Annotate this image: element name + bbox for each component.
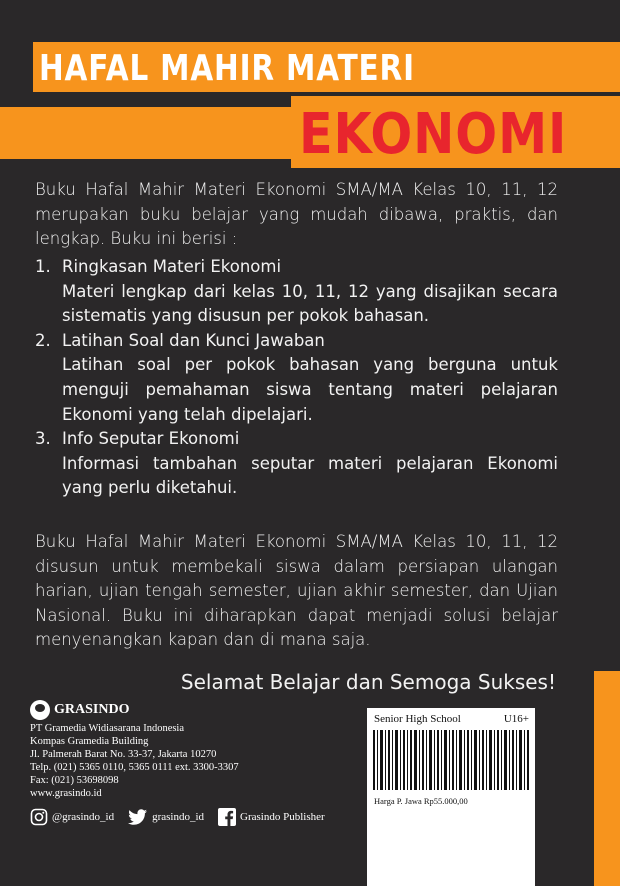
price-label: Harga P. Jawa Rp55.000,00 xyxy=(374,796,468,806)
instagram-link[interactable] xyxy=(30,808,114,826)
publisher-logo xyxy=(30,700,129,720)
grasindo-logo-icon xyxy=(30,700,50,720)
facebook-link[interactable] xyxy=(218,808,325,826)
social-links xyxy=(30,808,339,826)
barcode-header xyxy=(374,713,529,725)
address-line: PT Gramedia Widiasarana Indonesia xyxy=(30,723,185,734)
list-item-number: 2. xyxy=(35,330,51,350)
list-item xyxy=(35,255,558,329)
list-item-title: Info Seputar Ekonomi xyxy=(62,429,240,449)
twitter-link[interactable] xyxy=(128,809,204,826)
title-line1: HAFAL MAHIR MATERI xyxy=(39,48,415,89)
address-line: Kompas Gramedia Building xyxy=(30,735,149,747)
list-item-description: Materi lengkap dari kelas 10, 11, 12 yang disajikan secara sistematis yang disusun per pokok bahasan. xyxy=(62,281,558,326)
accent-side-bar xyxy=(594,671,620,886)
list-item xyxy=(35,329,558,427)
twitter-icon xyxy=(128,809,148,826)
twitter-handle: grasindo_id xyxy=(152,811,205,823)
title-line2: EKONOMI xyxy=(299,102,568,167)
list-item-number: 1. xyxy=(35,257,51,276)
instagram-icon xyxy=(30,808,48,826)
barcode-icon xyxy=(373,730,529,790)
education-level: Senior High School xyxy=(374,713,461,725)
publisher-logo-name: GRASINDO xyxy=(54,702,130,717)
list-item-number: 3. xyxy=(35,429,51,449)
facebook-icon xyxy=(218,808,236,826)
instagram-handle: @grasindo_id xyxy=(52,811,115,823)
address-line: Fax: (021) 53698098 xyxy=(30,774,119,786)
barcode-box xyxy=(367,708,535,886)
website-link[interactable]: www.grasindo.id xyxy=(30,787,102,799)
list-item-description: Informasi tambahan seputar materi pelajaran Ekonomi yang perlu diketahui. xyxy=(62,453,558,498)
age-rating: U16+ xyxy=(503,713,529,725)
publisher-address xyxy=(30,723,239,800)
list-item-title: Ringkasan Materi Ekonomi xyxy=(62,257,282,276)
contents-list xyxy=(35,255,558,501)
address-line: Jl. Palmerah Barat No. 33-37, Jakarta 10270 xyxy=(30,748,217,760)
description-paragraph: Buku Hafal Mahir Materi Ekonomi SMA/MA Kelas 10, 11, 12 disusun untuk membekali siswa dalam persiapan ulangan harian, ujian tengah semester, ujian akhir semester, dan Ujian Nasional. Buku ini diharapkan dapat menjadi solusi belajar menyenangkan kapan dan di mana saja. xyxy=(35,532,558,650)
intro-paragraph: Buku Hafal Mahir Materi Ekonomi SMA/MA Kelas 10, 11, 12 merupakan buku belajar yang mudah dibawa, praktis, dan lengkap. Buku ini berisi : xyxy=(35,180,558,249)
closing-tagline: Selamat Belajar dan Semoga Sukses! xyxy=(180,670,556,694)
facebook-name: Grasindo Publisher xyxy=(240,811,325,823)
title-band-right xyxy=(291,96,620,168)
title-band-left-decoration xyxy=(0,107,291,159)
address-line: Telp. (021) 5365 0110, 5365 0111 ext. 3300-3307 xyxy=(30,761,239,773)
title-band-top xyxy=(33,42,620,92)
list-item-title: Latihan Soal dan Kunci Jawaban xyxy=(62,330,325,350)
list-item xyxy=(35,427,558,501)
list-item-description: Latihan soal per pokok bahasan yang berguna untuk menguji pemahaman siswa tentang materi pelajaran Ekonomi yang telah dipelajari. xyxy=(62,355,558,424)
